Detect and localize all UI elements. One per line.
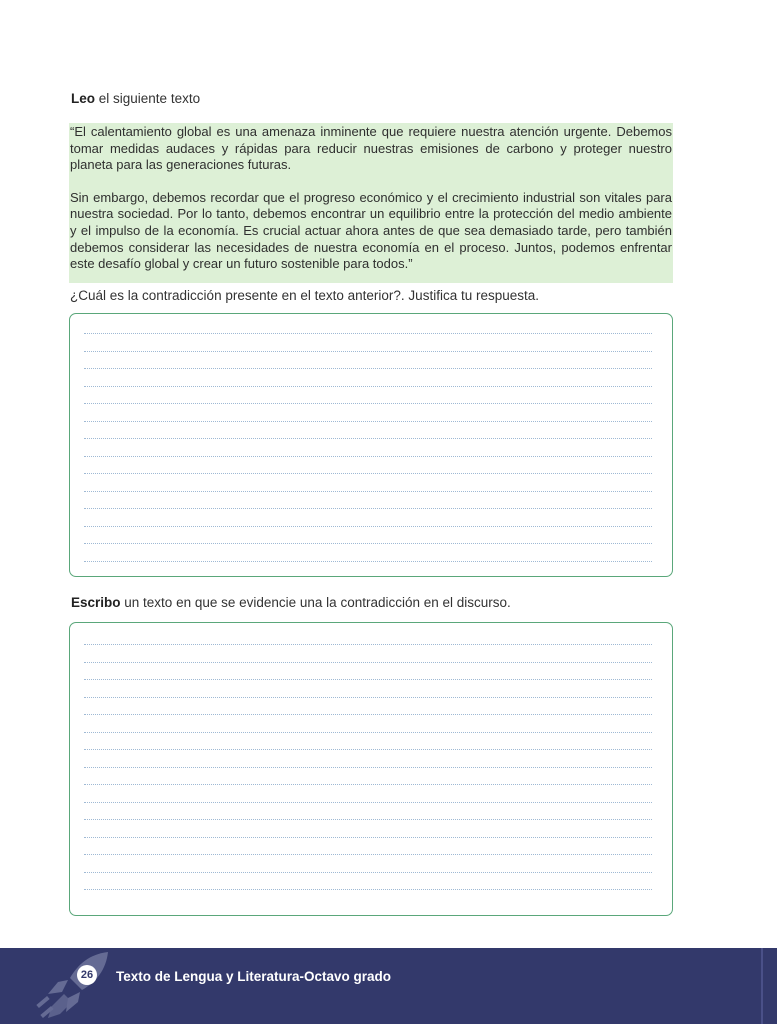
- writing-line: [84, 679, 652, 680]
- writing-line: [84, 644, 652, 645]
- quote-box: [69, 123, 673, 283]
- quote-paragraph-2: Sin embargo, debemos recordar que el progreso económico y el crecimiento industrial son vitales para nuestra sociedad. Por lo tanto, debemos encontrar un equilibrio entre la protección del medio ambiente y el impulso de la economía. Es crucial actuar ahora antes de que sea demasiado tarde, pero también debemos considerar las necesidades de nuestra economía en el proceso. Juntos, podemos enfrentar este desafío global y crear un futuro sostenible para todos.”: [70, 189, 672, 272]
- writing-line: [84, 421, 652, 422]
- writing-line: [84, 438, 652, 439]
- writing-line: [84, 403, 652, 404]
- writing-line: [84, 819, 652, 820]
- answer-box-1[interactable]: [69, 313, 673, 577]
- writing-line: [84, 749, 652, 750]
- question-contradiction: ¿Cuál es la contradicción presente en el texto anterior?. Justifica tu respuesta.: [70, 288, 539, 303]
- writing-line: [84, 351, 652, 352]
- writing-line: [84, 784, 652, 785]
- footer-title: Texto de Lengua y Literatura-Octavo grado: [116, 969, 392, 984]
- instruction-write: [71, 594, 511, 612]
- writing-line: [84, 526, 652, 527]
- instruction-write-bold: Escribo: [71, 595, 121, 610]
- writing-line: [84, 473, 652, 474]
- instruction-read-text: el siguiente texto: [95, 91, 201, 106]
- writing-line: [84, 561, 652, 562]
- writing-line: [84, 333, 652, 334]
- answer-box-2[interactable]: [69, 622, 673, 916]
- footer-bar: [0, 948, 777, 1024]
- writing-line: [84, 732, 652, 733]
- instruction-read: [71, 90, 200, 108]
- writing-line: [84, 456, 652, 457]
- instruction-read-bold: Leo: [71, 91, 96, 106]
- writing-line: [84, 508, 652, 509]
- instruction-write-text: un texto en que se evidencie una la contradicción en el discurso.: [120, 595, 511, 610]
- writing-line: [84, 662, 652, 663]
- writing-line: [84, 854, 652, 855]
- rocket-icon: [30, 948, 120, 1024]
- writing-line: [84, 386, 652, 387]
- writing-line: [84, 767, 652, 768]
- writing-line: [84, 714, 652, 715]
- writing-line: [84, 368, 652, 369]
- writing-line: [84, 543, 652, 544]
- writing-line: [84, 697, 652, 698]
- footer-edge-stripe: [761, 948, 763, 1024]
- quote-paragraph-1: “El calentamiento global es una amenaza inminente que requiere nuestra atención urgente. Debemos tomar medidas audaces y rápidas para reducir nuestras emisiones de carbono y proteger nuestro planeta para las generaciones futuras.: [70, 124, 672, 173]
- writing-line: [84, 802, 652, 803]
- writing-line: [84, 491, 652, 492]
- writing-line: [84, 872, 652, 873]
- writing-line: [84, 889, 652, 890]
- writing-line: [84, 837, 652, 838]
- page-number-badge: 26: [77, 965, 97, 985]
